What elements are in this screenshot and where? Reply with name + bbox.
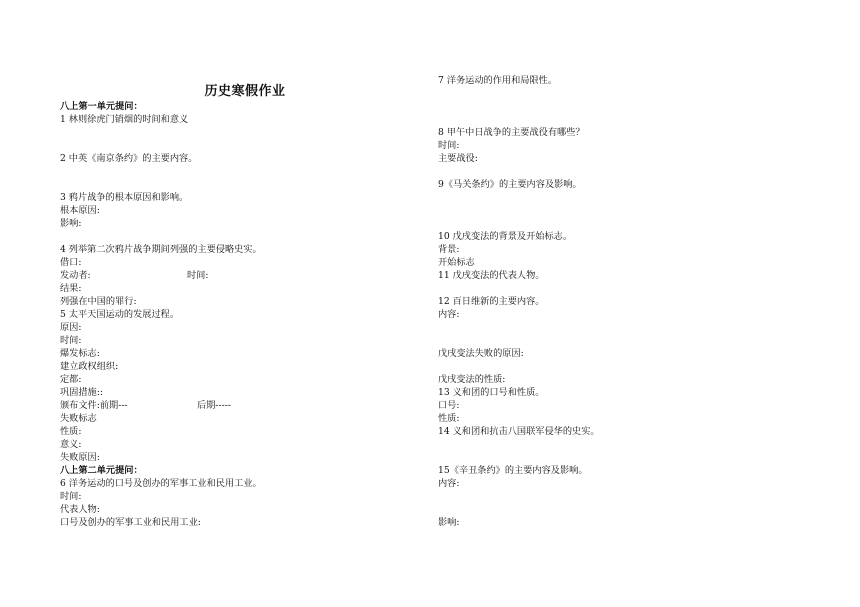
q5-time-label: 时间: <box>60 335 82 346</box>
q3-effect-label: 影响: <box>60 218 82 229</box>
q5-fail-sign-label: 失败标志 <box>60 413 97 424</box>
q5-docs-early-label: 颁布文件:前期--- <box>60 400 128 411</box>
q12-content-label: 内容: <box>438 309 460 320</box>
question-7: 7 洋务运动的作用和局限性。 <box>438 75 558 86</box>
q10-start-label: 开始标志 <box>438 257 475 268</box>
question-6: 6 洋务运动的口号及创办的军事工业和民用工业。 <box>60 478 262 489</box>
q4-result-label: 结果: <box>60 283 82 294</box>
question-2: 2 中英《南京条约》的主要内容。 <box>60 153 198 164</box>
q12-nature-label: 戊戌变法的性质: <box>438 374 506 385</box>
q4-initiator-label: 发动者: <box>60 270 91 281</box>
unit1-heading: 八上第一单元提问： <box>60 101 143 112</box>
question-11: 11 戊戌变法的代表人物。 <box>438 270 545 281</box>
question-9: 9《马关条约》的主要内容及影响。 <box>438 179 582 190</box>
q8-battles-label: 主要战役: <box>438 153 478 164</box>
question-10: 10 戊戌变法的背景及开始标志。 <box>438 231 573 242</box>
q5-meaning-label: 意义: <box>60 439 82 450</box>
unit2-heading: 八上第二单元提问： <box>60 465 143 476</box>
q13-nature-label: 性质: <box>438 413 460 424</box>
q10-background-label: 背景: <box>438 244 460 255</box>
q5-cause-label: 原因: <box>60 322 82 333</box>
q5-consolidate-label: 巩固措施:: <box>60 387 103 398</box>
question-14: 14 义和团和抗击八国联军侵华的史实。 <box>438 426 600 437</box>
q15-content-label: 内容: <box>438 478 460 489</box>
q4-time-label: 时间: <box>187 270 209 281</box>
q4-crimes-label: 列强在中国的罪行: <box>60 296 137 307</box>
q6-time-label: 时间: <box>60 491 82 502</box>
q5-fail-reason-label: 失败原因: <box>60 452 100 463</box>
q6-slogan-label: 口号及创办的军事工业和民用工业: <box>60 517 201 528</box>
q15-effect-label: 影响: <box>438 517 460 528</box>
q5-outbreak-label: 爆发标志: <box>60 348 100 359</box>
question-12: 12 百日维新的主要内容。 <box>438 296 545 307</box>
question-15: 15《辛丑条约》的主要内容及影响。 <box>438 465 588 476</box>
q6-people-label: 代表人物: <box>60 504 100 515</box>
page-title: 历史寒假作业 <box>204 84 286 99</box>
q5-regime-label: 建立政权组织: <box>60 361 119 372</box>
question-4: 4 列举第二次鸦片战争期间列强的主要侵略史实。 <box>60 244 262 255</box>
q5-capital-label: 定都: <box>60 374 82 385</box>
q3-cause-label: 根本原因: <box>60 205 100 216</box>
q8-time-label: 时间: <box>438 140 460 151</box>
question-13: 13 义和团的口号和性质。 <box>438 387 545 398</box>
q13-slogan-label: 口号: <box>438 400 460 411</box>
question-3: 3 鸦片战争的根本原因和影响。 <box>60 192 189 203</box>
q5-docs-late-label: 后期----- <box>197 400 231 411</box>
q4-pretext-label: 借口: <box>60 257 82 268</box>
question-5: 5 太平天国运动的发展过程。 <box>60 309 180 320</box>
question-1: 1 林则徐虎门销烟的时间和意义 <box>60 114 189 125</box>
question-8: 8 甲午中日战争的主要战役有哪些？ <box>438 127 585 138</box>
q12-fail-reason-label: 戊戌变法失败的原因: <box>438 348 524 359</box>
q5-nature-label: 性质: <box>60 426 82 437</box>
